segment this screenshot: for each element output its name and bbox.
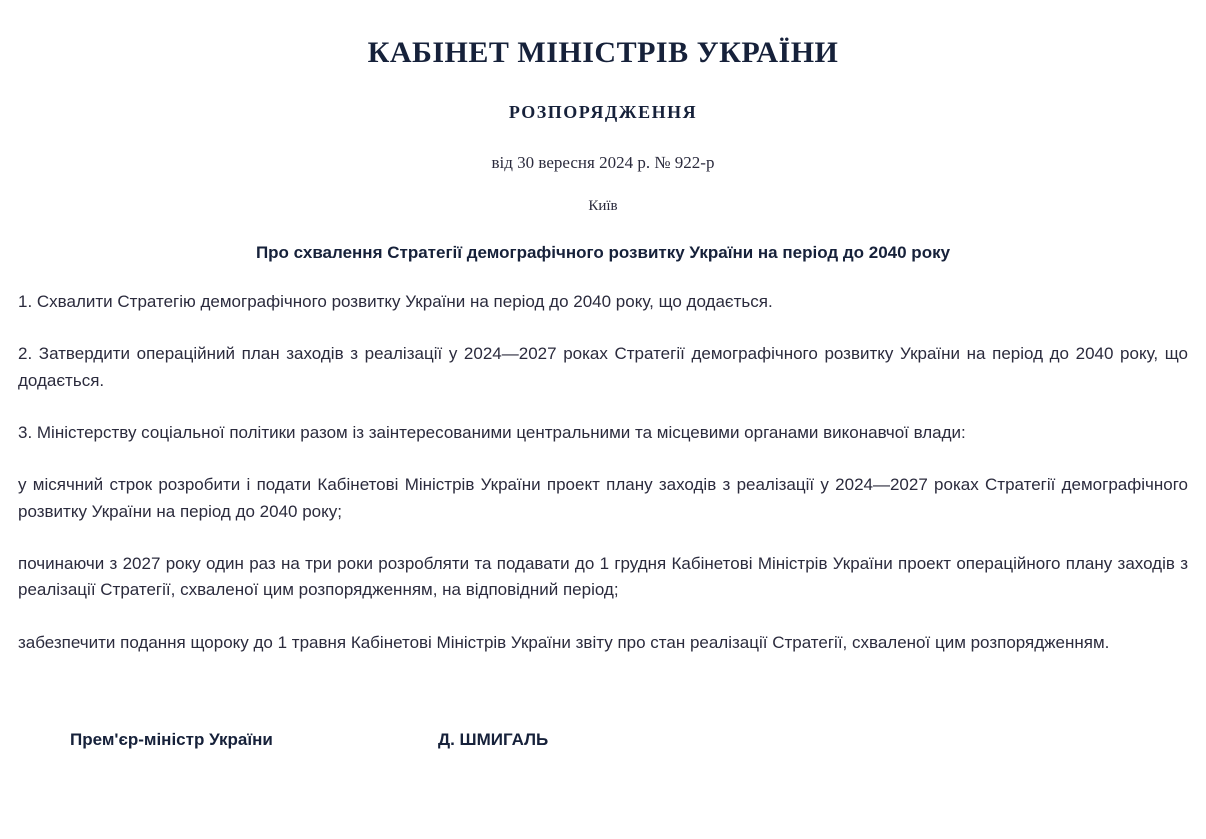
paragraph-1: 1. Схвалити Стратегію демографічного розвитку України на період до 2040 року, що додається. [18,292,773,311]
paragraph-3: 3. Міністерству соціальної політики разом із заінтересованими центральними та місцевими органами виконавчої влади: [18,423,966,443]
document-subject: Про схвалення Стратегії демографічного розвитку України на період до 2040 року [255,243,951,262]
paragraph-5: починаючи з 2027 року один раз на три роки розробляти та подавати до 1 грудня Кабінетові Міністрів України проект операційного плану заходів з реалізації Стратегії, схваленої цим розпорядженням, на відповідний період; [18,554,1188,600]
paragraph-6: забезпечити подання щороку до 1 травня Кабінетові Міністрів України звіту про стан реалізації Стратегії, схваленої цим розпорядженням. [18,632,1110,652]
page-title: КАБІНЕТ МІНІСТРІВ УКРАЇНИ [367,36,839,69]
document-type: РОЗПОРЯДЖЕННЯ [508,102,698,122]
paragraph-2: 2. Затвердити операційний план заходів з реалізації у 2024—2027 роках Стратегії демографічного розвитку України на період до 2040 року, що додається. [18,344,1188,390]
document-meta: від 30 вересня 2024 р. № 922-р [491,153,715,172]
signature-role: Прем'єр-міністр України [70,730,273,750]
paragraph-4: у місячний строк розробити і подати Кабінетові Міністрів України проект плану заходів з реалізації у 2024—2027 роках Стратегії демографічного розвитку України на період до 2040 року; [18,475,1188,521]
document-city: Київ [588,198,618,214]
signature-block [18,730,1188,750]
signature-name: Д. ШМИГАЛЬ [438,730,549,750]
